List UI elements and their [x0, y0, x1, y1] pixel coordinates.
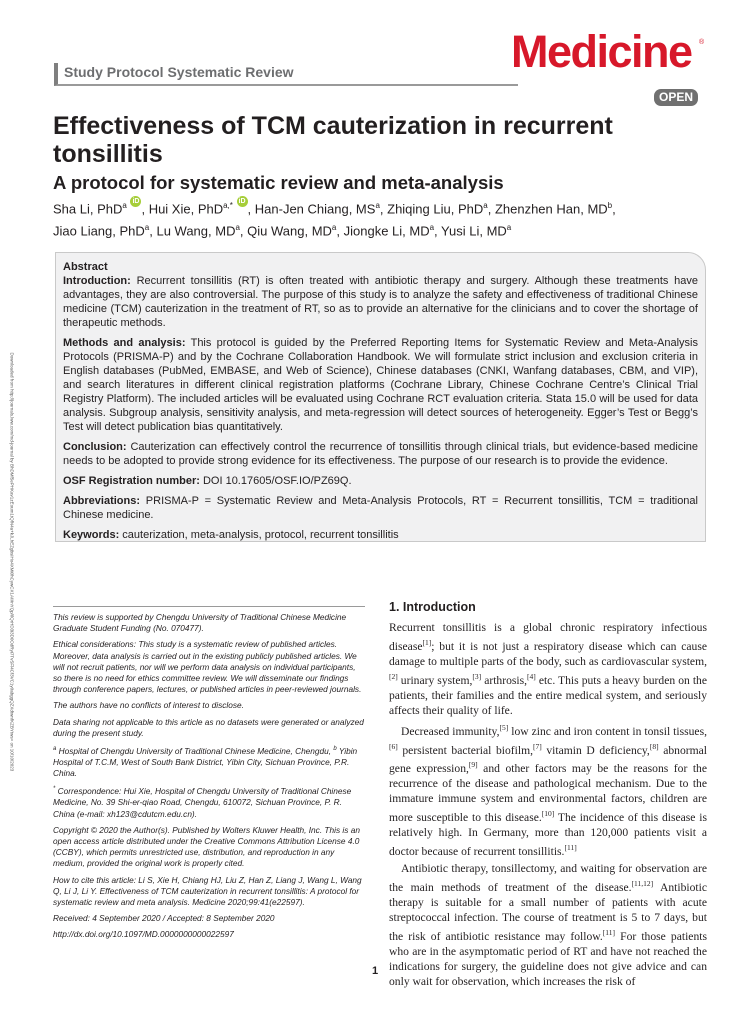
abstract-box: [55, 252, 706, 542]
abstract-section-label: Introduction:: [63, 275, 131, 287]
abstract-section: [63, 274, 698, 330]
abstract-section: [63, 494, 698, 522]
body-text: and other factors may be the reasons for the recurrence of the disease and pathological mechanism. Due to the immature immune system and environmental factors, children are more susceptible to this disease.: [389, 762, 707, 825]
body-text: vitamin D deficiency,: [541, 743, 650, 757]
author-separator: ,: [336, 223, 344, 239]
introduction-column: [389, 600, 707, 989]
author-separator: ,: [141, 201, 149, 217]
body-text: arthrosis,: [481, 673, 528, 687]
registered-mark: ®: [699, 39, 705, 46]
footnote: [53, 825, 365, 870]
footnote: [53, 639, 365, 695]
footnote-text: This review is supported by Chengdu University of Traditional Chinese Medicine Graduate Student Funding (No. 070477).: [53, 612, 347, 634]
citation-ref: [1]: [422, 638, 432, 647]
abstract-section-text: DOI 10.17605/OSF.IO/PZ69Q.: [199, 475, 352, 487]
author-separator: ,: [612, 201, 616, 217]
author-list: [53, 196, 693, 241]
citation-ref: [4]: [527, 671, 536, 681]
author-affiliation-mark: b: [607, 201, 613, 210]
author-separator: ,: [487, 201, 495, 217]
footnote: [53, 612, 365, 634]
body-text: abnormal gene expression,: [389, 743, 707, 776]
abstract-section-label: Methods and analysis:: [63, 337, 186, 349]
abstract-section-label: OSF Registration number:: [63, 475, 200, 487]
author-name: Yusi Li, MD: [441, 223, 507, 239]
abstract-section: [63, 440, 698, 468]
author-affiliation-mark: a: [122, 201, 127, 210]
author-name: Qiu Wang, MD: [247, 223, 332, 239]
body-text: low zinc and iron content in tonsil tissues,: [508, 724, 707, 738]
abstract-section: [63, 474, 698, 488]
author-name: Hui Xie, PhD: [148, 201, 224, 217]
footnote-text: The authors have no conflicts of interest to disclose.: [53, 700, 244, 711]
journal-logo: Medicine: [511, 26, 692, 77]
footnote-text: Ethical considerations: This study is a systematic review of published articles. Moreover, data analysis is carried out in the existing publicly published articles. We will not recruit patients, nor will we perform data analysis on individual participants, so there is no need for ethics committee review. We will disseminate our findings through conference papers, lectures, or published articles in peer-reviewed journals.: [53, 639, 362, 695]
footnote-text: How to cite this article: Li S, Xie H, Chiang HJ, Liu Z, Han Z, Liang J, Wang L, Wang Q, Li J, Li Y. Effectiveness of TCM cauterization in recurrent tonsillitis: A protocol for systematic review and meta analysis. Medicine 2020;99:41(e22597).: [53, 874, 362, 907]
author-separator: ,: [247, 201, 255, 217]
download-watermark: [2, 352, 15, 772]
footnote-mark: b: [333, 746, 337, 753]
body-paragraph: [389, 620, 707, 718]
author-affiliation-mark: a,*: [223, 201, 233, 210]
citation-ref: [8]: [649, 741, 659, 751]
abstract-sections: [63, 274, 698, 542]
body-text: Antibiotic therapy, tonsillectomy, and waiting for observation are the main methods of treatment of the disease.: [389, 862, 707, 894]
footnote-text: Received: 4 September 2020 / Accepted: 8 September 2020: [53, 913, 275, 924]
author-separator: ,: [149, 223, 157, 239]
citation-ref: [7]: [533, 741, 542, 751]
body-text: Recurrent tonsillitis is a global chronic respiratory infectious disease: [389, 621, 707, 653]
footnote-text: http://dx.doi.org/10.1097/MD.0000000000022597: [53, 929, 234, 940]
section-label: Study Protocol Systematic Review: [64, 64, 294, 80]
author-name: Jiao Liang, PhD: [53, 223, 145, 239]
footnote: [53, 744, 365, 779]
orcid-icon: iD: [132, 198, 140, 205]
citation-ref: [2]: [389, 671, 398, 681]
author-affiliation-mark: a: [506, 223, 512, 233]
footnote-text: Data sharing not applicable to this article as no datasets were generated or analyzed during the present study.: [53, 716, 364, 738]
body-text: Antibiotic therapy is suitable for a small number of patients with acute streptococcal infection. The course of treatment is 5 to 7 days, but the risk of antibiotic resistance may follow.: [389, 880, 707, 943]
footnote-text: Hospital of Chengdu University of Traditional Chinese Medicine, Chengdu,: [56, 745, 334, 756]
body-text: etc. This puts a heavy burden on the patients, their families and the entire medical system, and seriously affects their quality of life.: [389, 673, 707, 717]
page-number: 1: [372, 965, 379, 977]
author-line-2: [53, 218, 693, 240]
author-separator: ,: [379, 201, 388, 217]
author-name: Zhenzhen Han, MD: [494, 201, 608, 217]
abstract-heading: Abstract: [63, 261, 108, 273]
body-text: The incidence of this disease is relatively high. In Germany, more than 120,000 patients visit a doctor because of recurrent tonsillitis.: [389, 811, 707, 859]
footnote-mark: a: [53, 746, 57, 753]
citation-ref: [11]: [602, 927, 615, 937]
body-text: urinary system,: [397, 673, 473, 687]
citation-ref: [9]: [468, 760, 478, 770]
citation-ref: [6]: [389, 741, 398, 751]
author-line-1: [53, 196, 693, 218]
abstract-section-label: Conclusion:: [63, 441, 127, 453]
footnote: [53, 700, 365, 711]
introduction-body: [389, 620, 707, 989]
author-affiliation-mark: a: [375, 201, 380, 210]
footnotes: [53, 606, 365, 946]
section-heading: 1. Introduction: [389, 600, 476, 614]
author-affiliation-mark: a: [144, 223, 150, 233]
author-name: Jiongke Li, MD: [343, 223, 430, 239]
abstract-section-label: Keywords:: [63, 529, 120, 541]
footnote: [53, 913, 365, 924]
orcid-icon: iD: [238, 198, 246, 205]
footnote: [53, 929, 365, 940]
abstract-section-label: Abbreviations:: [63, 495, 141, 507]
author-affiliation-mark: a: [235, 223, 240, 233]
footnote-mark: *: [53, 786, 56, 793]
author-affiliation-mark: a: [429, 223, 435, 233]
footnote: [53, 875, 365, 909]
footnote-text: Copyright © 2020 the Author(s). Published by Wolters Kluwer Health, Inc. This is an open access article distributed under the Creative Commons Attribution License 4.0 (CCBY), which permits unrestricted use, distribution, and reproduction in any medium, provided the original work is properly cited.: [53, 824, 360, 869]
citation-ref: [3]: [472, 671, 482, 681]
abstract-section-text: PRISMA-P = Systematic Review and Meta-Analysis Protocols, RT = Recurrent tonsillitis, TCM = traditional Chinese medicine.: [63, 495, 698, 521]
citation-ref: [11,12]: [631, 879, 654, 889]
footnote: [53, 784, 365, 819]
author-separator: ,: [239, 223, 248, 239]
author-affiliation-mark: a: [483, 201, 488, 210]
footnote-text: Yibin Hospital of T.C.M, West of South Bank District, Yibin City, Sichuan Province, P.R. China.: [53, 745, 358, 779]
author-separator: ,: [434, 223, 442, 239]
body-text: persistent bacterial biofilm,: [397, 743, 533, 757]
body-paragraph: [389, 720, 707, 859]
abstract-section: [63, 336, 698, 434]
abstract-section: [63, 528, 698, 542]
download-watermark-text: Downloaded from http://journals.lww.com/md-journal by BhDMf5ePHKav1zEoum1tQfN4a+kJLhEZgbsIHo4XMi0hCywCX1AWnYQp/IlQrHD3i3D0OdRyi7TvSFl4Cf3VC1y0abggQZXdtwnfKZBYtws= on 10/10/2023: [9, 352, 15, 772]
author-name: Sha Li, PhD: [53, 201, 123, 217]
citation-ref: [5]: [499, 722, 509, 732]
article-subtitle: A protocol for systematic review and meta-analysis: [53, 172, 504, 193]
abstract-section-text: This protocol is guided by the Preferred Reporting Items for Systematic Review and Meta-Analysis Protocols (PRISMA-P) and by the Cochrane Collaboration Handbook. We will formulate strict inclusion and exclusion criteria in English databases (PubMed, EMBASE, and Web of Science), Chinese databases (CNKI, Wanfang databases, CBM, and VIP), and search literatures in different clinical registration platforms (Cochrane Library, Chinese Cochrane Centre’s Clinical Trial Registry Platform). The included articles will be evaluated using Cochrane RCT evaluation criteria. Stata 15.0 will be used for data analysis. Subgroup analysis, sensitivity analysis, and meta-regression will detect sources of heterogeneity. Egger’s Test or Begg’s Test will detect publication bias quantitatively.: [63, 337, 698, 433]
footnote-text: Correspondence: Hui Xie, Hospital of Chengdu University of Traditional Chinese Medicine, No. 39 Shi-er-qiao Road, Chengdu, 610072, Sichuan Province, P. R. China (e-mail: xh123@cdutcm.edu.cn).: [53, 786, 352, 819]
footnote: [53, 717, 365, 739]
citation-ref: [11]: [564, 843, 577, 853]
author-name: Lu Wang, MD: [156, 223, 236, 239]
citation-ref: [10]: [541, 809, 555, 819]
author-affiliation-mark: a: [331, 223, 337, 233]
body-text: Decreased immunity,: [401, 724, 500, 738]
body-text: For those patients who are in the asymptomatic period of RT and have not reached the indications for surgery, the guideline does not give advice and can only wait for observation, which increases the risk of: [389, 929, 707, 988]
section-label-bar: [54, 63, 518, 86]
open-access-badge: OPEN: [654, 89, 698, 106]
article-title: Effectiveness of TCM cauterization in recurrent tonsillitis: [53, 112, 613, 168]
abstract-section-text: Cauterization can effectively control the recurrence of tonsillitis through clinical trials, but evidence-based medicine needs to be adopted to provide strong evidence for its effectiveness. The purpose of our research is to provide the evidence.: [63, 441, 698, 467]
body-text: ; but it is not just a respiratory disease which can cause damage to multiple parts of the body, such as cardiovascular system,: [389, 639, 707, 668]
author-name: Zhiqing Liu, PhD: [387, 201, 484, 217]
author-name: Han-Jen Chiang, MS: [254, 201, 376, 217]
abstract-section-text: Recurrent tonsillitis (RT) is often treated with antibiotic therapy and surgery. Although these treatments have advantages, they are also controversial. The purpose of this study is to analyze the safety and effectiveness of traditional Chinese medicine (TCM) cauterization in the treatment of RT, so as to provide an alternative for the clinicians and to cover the shortage of therapeutic methods.: [63, 275, 698, 329]
body-paragraph: [389, 861, 707, 989]
abstract-section-text: cauterization, meta-analysis, protocol, recurrent tonsillitis: [119, 529, 399, 541]
